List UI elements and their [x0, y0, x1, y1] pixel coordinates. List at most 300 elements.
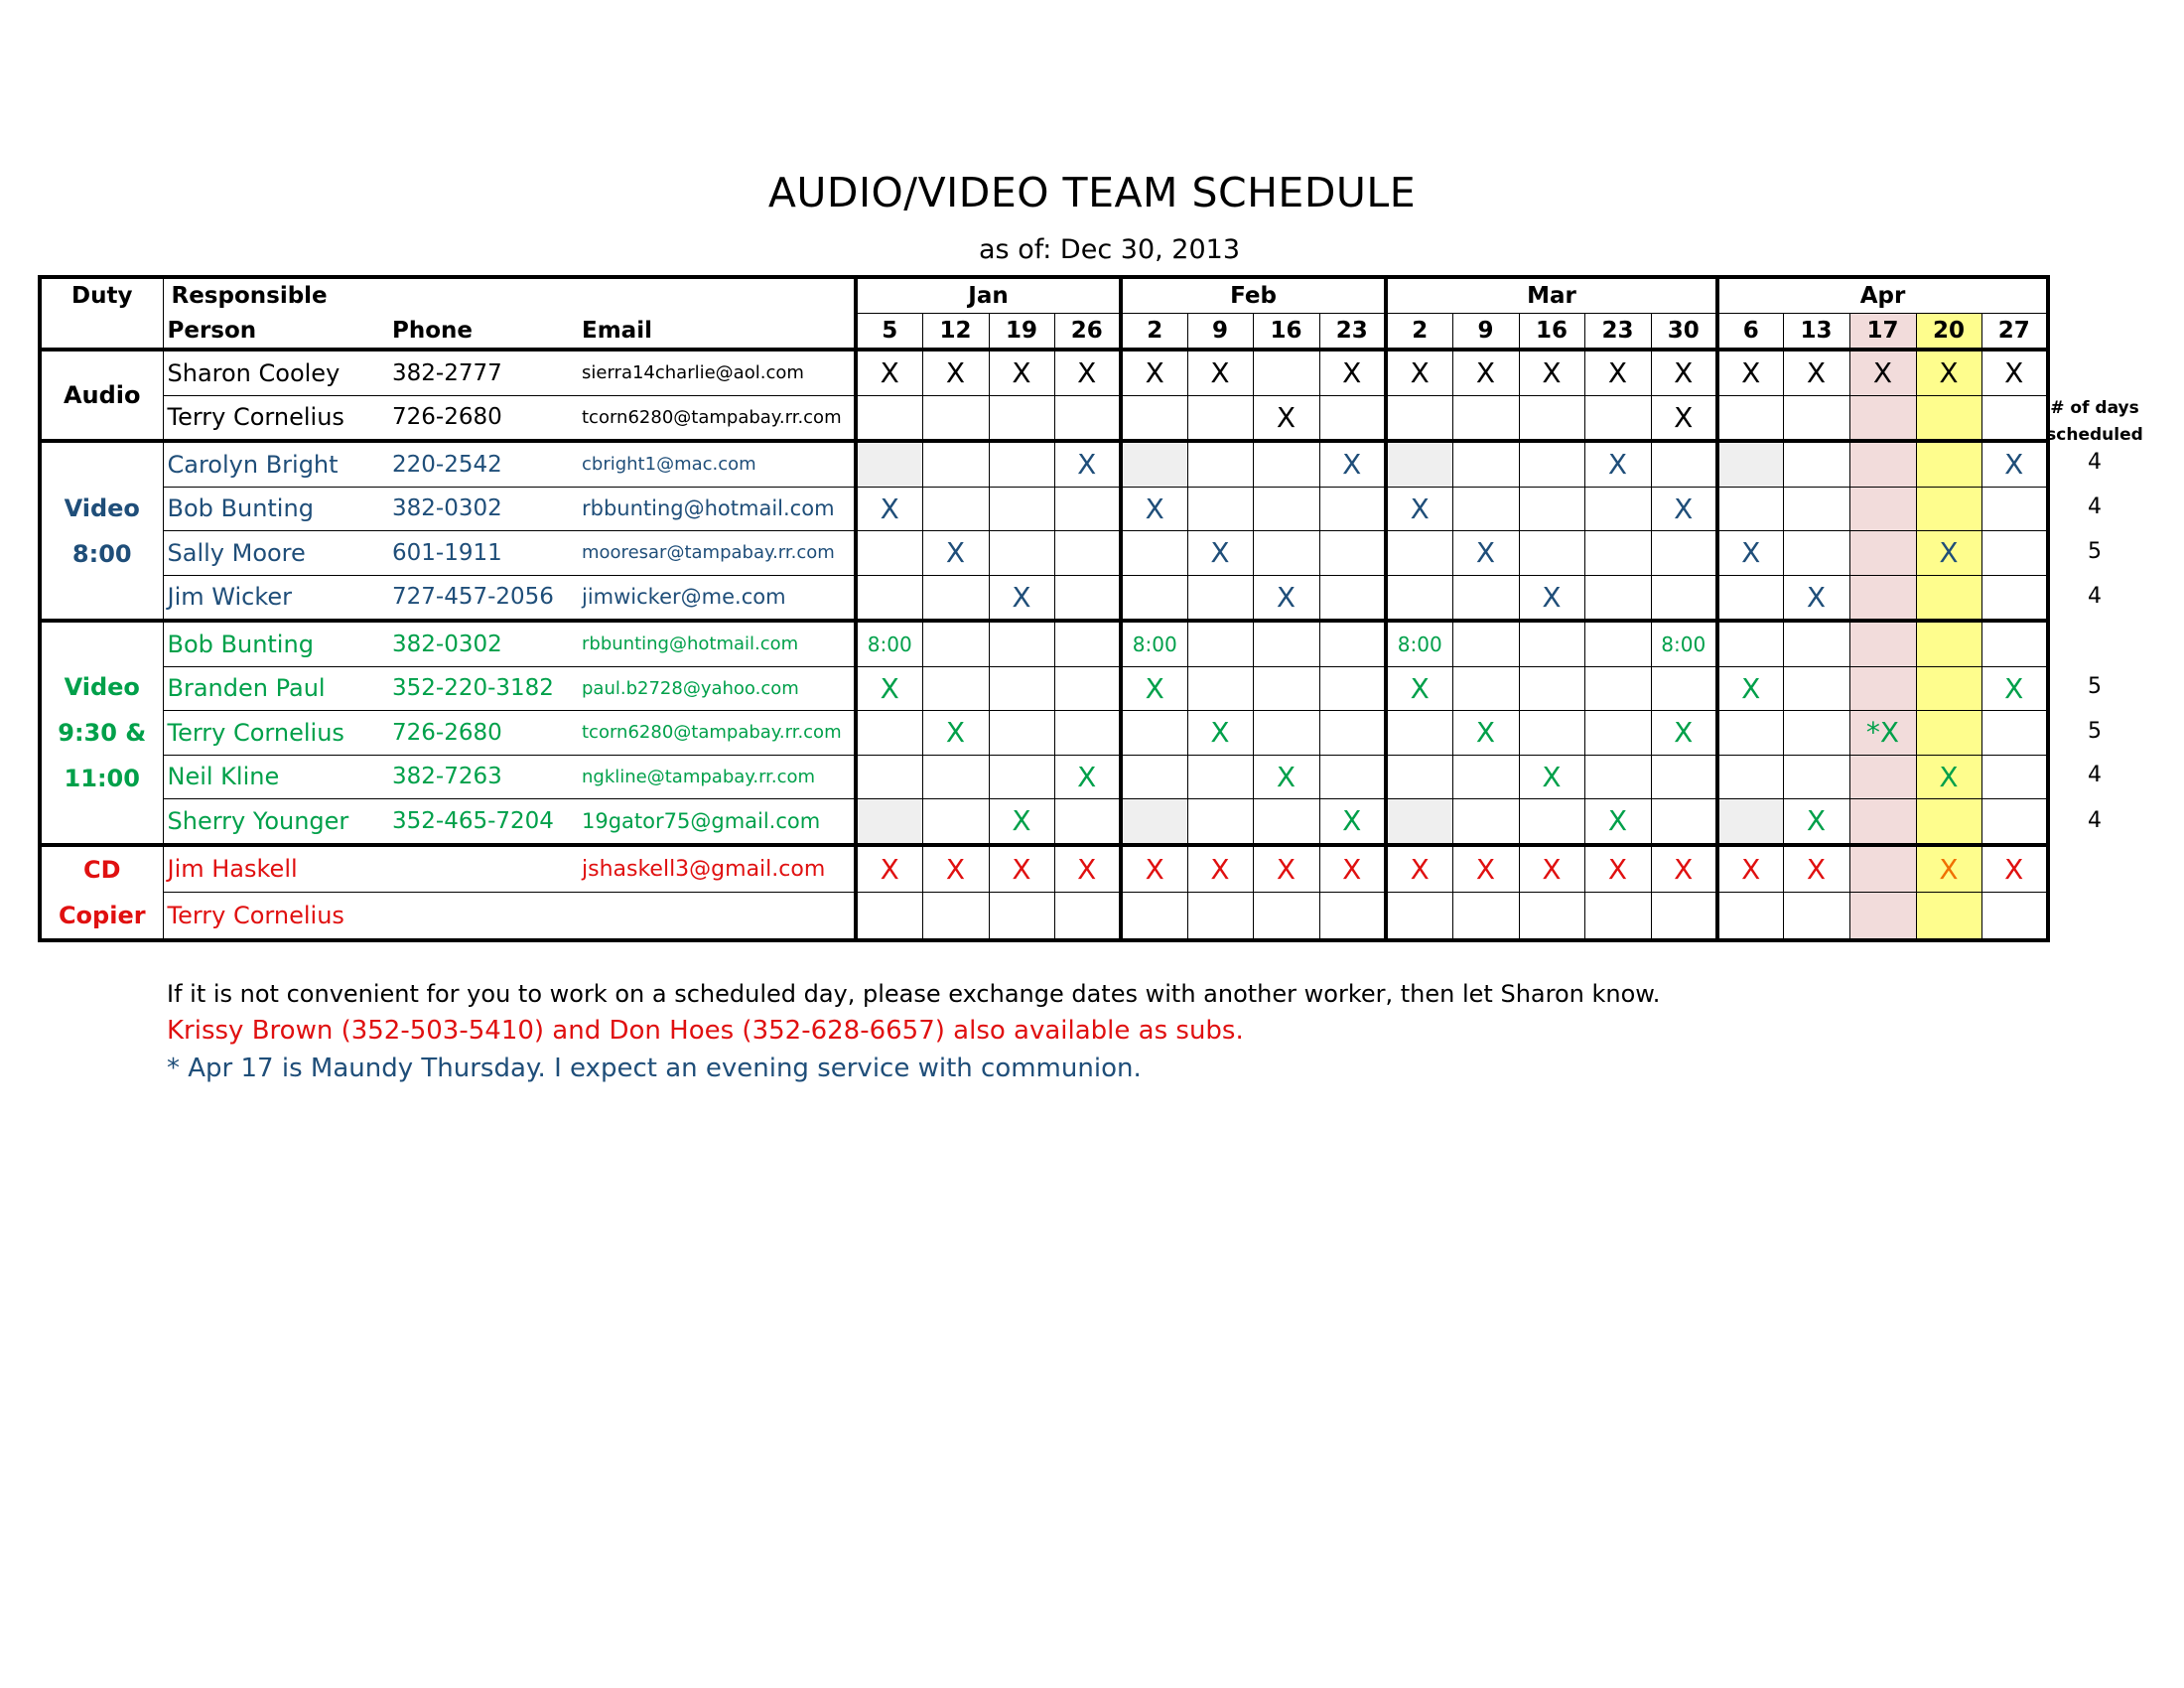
schedule-mark	[1849, 395, 1916, 441]
schedule-mark	[1981, 893, 2048, 940]
person-cell: Sharon Cooley	[163, 350, 388, 395]
schedule-mark	[1054, 531, 1121, 576]
schedule-mark	[1981, 395, 2048, 441]
days-count: 4	[2088, 807, 2102, 833]
schedule-mark	[1519, 893, 1584, 940]
schedule-mark: X	[1783, 575, 1849, 621]
schedule-mark	[1916, 799, 1981, 845]
person-cell: Neil Kline	[163, 755, 388, 799]
phone-cell: 726-2680	[388, 711, 578, 756]
schedule-mark: X	[1916, 531, 1981, 576]
schedule-mark	[1319, 621, 1386, 666]
schedule-mark: X	[989, 845, 1054, 893]
schedule-mark: X	[1452, 350, 1519, 395]
schedule-mark: X	[922, 531, 989, 576]
date-header: 2	[1121, 314, 1187, 351]
schedule-mark	[1187, 666, 1253, 711]
schedule-mark	[1717, 711, 1783, 756]
schedule-mark	[1916, 893, 1981, 940]
schedule-mark	[1849, 799, 1916, 845]
days-count: 4	[2088, 763, 2102, 788]
schedule-mark	[1783, 666, 1849, 711]
date-header: 20	[1916, 314, 1981, 351]
schedule-mark	[989, 711, 1054, 756]
date-header: 12	[922, 314, 989, 351]
schedule-mark: X	[1584, 441, 1651, 487]
schedule-mark: X	[1783, 845, 1849, 893]
schedule-mark: X	[989, 575, 1054, 621]
schedule-mark	[1187, 487, 1253, 531]
schedule-mark	[1849, 531, 1916, 576]
schedule-mark: X	[922, 845, 989, 893]
schedule-mark	[1386, 575, 1452, 621]
email-cell[interactable]: sierra14charlie@aol.com	[578, 350, 856, 395]
schedule-mark: X	[856, 487, 922, 531]
date-header: 30	[1651, 314, 1717, 351]
schedule-mark	[1916, 666, 1981, 711]
schedule-mark: X	[1519, 755, 1584, 799]
schedule-mark: X	[1651, 845, 1717, 893]
schedule-mark: X	[1319, 799, 1386, 845]
schedule-mark	[1187, 395, 1253, 441]
schedule-mark	[856, 531, 922, 576]
schedule-mark: X	[1386, 845, 1452, 893]
schedule-mark	[1981, 799, 2048, 845]
schedule-mark: X	[1519, 845, 1584, 893]
schedule-mark	[1717, 575, 1783, 621]
schedule-mark: X	[1717, 666, 1783, 711]
schedule-mark	[1916, 575, 1981, 621]
phone-cell: 382-7263	[388, 755, 578, 799]
schedule-mark	[1054, 799, 1121, 845]
schedule-mark	[1783, 893, 1849, 940]
date-header: 6	[1717, 314, 1783, 351]
schedule-mark	[989, 487, 1054, 531]
schedule-mark	[1121, 531, 1187, 576]
schedule-mark	[1054, 893, 1121, 940]
schedule-mark	[1651, 441, 1717, 487]
schedule-mark: X	[1981, 666, 2048, 711]
schedule-mark	[1717, 755, 1783, 799]
schedule-mark: X	[1054, 755, 1121, 799]
schedule-mark	[856, 799, 922, 845]
schedule-mark: X	[1452, 845, 1519, 893]
schedule-mark	[1054, 487, 1121, 531]
schedule-mark	[1319, 666, 1386, 711]
schedule-mark	[1452, 893, 1519, 940]
days-count: 4	[2088, 450, 2102, 475]
schedule-mark	[1319, 487, 1386, 531]
schedule-mark: X	[1187, 711, 1253, 756]
schedule-mark: X	[1916, 350, 1981, 395]
schedule-mark	[1452, 395, 1519, 441]
schedule-row	[40, 350, 2048, 395]
email-cell[interactable]: cbright1@mac.com	[578, 441, 856, 487]
duty-label: Copier	[58, 901, 146, 929]
schedule-mark	[1121, 893, 1187, 940]
schedule-mark	[1651, 666, 1717, 711]
schedule-mark: X	[1319, 350, 1386, 395]
schedule-mark	[1783, 441, 1849, 487]
schedule-mark	[1651, 893, 1717, 940]
schedule-mark	[1916, 711, 1981, 756]
schedule-mark	[1584, 487, 1651, 531]
schedule-mark: X	[1452, 531, 1519, 576]
month-feb: Feb	[1121, 277, 1386, 314]
schedule-mark: X	[1187, 845, 1253, 893]
schedule-mark	[1849, 845, 1916, 893]
duty-label: 11:00	[64, 764, 140, 792]
schedule-mark	[856, 711, 922, 756]
schedule-mark	[1717, 487, 1783, 531]
phone-cell: 727-457-2056	[388, 575, 578, 621]
schedule-mark	[922, 395, 989, 441]
schedule-mark	[1849, 893, 1916, 940]
date-header: 16	[1519, 314, 1584, 351]
email-cell[interactable]: rbbunting@hotmail.com	[578, 487, 856, 531]
email-cell[interactable]: tcorn6280@tampabay.rr.com	[578, 711, 856, 756]
date-header: 17	[1849, 314, 1916, 351]
person-cell: Terry Cornelius	[163, 711, 388, 756]
schedule-mark: X	[989, 350, 1054, 395]
schedule-mark: X	[1386, 487, 1452, 531]
schedule-mark: X	[1783, 799, 1849, 845]
email-cell[interactable]: jshaskell3@gmail.com	[578, 845, 856, 893]
schedule-mark: 8:00	[856, 621, 922, 666]
email-cell[interactable]: tcorn6280@tampabay.rr.com	[578, 395, 856, 441]
phone-cell: 382-0302	[388, 621, 578, 666]
subs-note: Krissy Brown (352-503-5410) and Don Hoes (352-628-6657) also available as subs.	[167, 1016, 1244, 1046]
schedule-mark	[1452, 799, 1519, 845]
schedule-mark	[989, 621, 1054, 666]
person-cell: Sherry Younger	[163, 799, 388, 845]
date-header: 5	[856, 314, 922, 351]
schedule-mark	[1519, 666, 1584, 711]
schedule-mark: X	[1054, 845, 1121, 893]
schedule-mark: X	[1253, 755, 1319, 799]
phone-cell: 220-2542	[388, 441, 578, 487]
schedule-mark	[1519, 711, 1584, 756]
schedule-mark	[1121, 711, 1187, 756]
phone-cell	[388, 845, 578, 893]
phone-cell: 352-465-7204	[388, 799, 578, 845]
schedule-mark	[1783, 487, 1849, 531]
duty-group	[40, 845, 163, 940]
schedule-mark	[1054, 395, 1121, 441]
schedule-mark	[1981, 531, 2048, 576]
schedule-mark: X	[1187, 531, 1253, 576]
date-header: 2	[1386, 314, 1452, 351]
schedule-mark	[1386, 531, 1452, 576]
schedule-mark	[1386, 711, 1452, 756]
schedule-row	[40, 531, 2048, 576]
schedule-mark	[1981, 711, 2048, 756]
schedule-mark	[1849, 575, 1916, 621]
schedule-mark	[1717, 441, 1783, 487]
schedule-mark	[1783, 711, 1849, 756]
schedule-mark	[1783, 621, 1849, 666]
person-cell: Terry Cornelius	[163, 893, 388, 940]
date-header: 23	[1319, 314, 1386, 351]
schedule-mark	[1253, 487, 1319, 531]
schedule-mark: X	[1519, 575, 1584, 621]
schedule-mark	[1319, 755, 1386, 799]
schedule-mark	[1253, 441, 1319, 487]
schedule-mark	[1187, 755, 1253, 799]
schedule-mark	[856, 755, 922, 799]
schedule-row	[40, 487, 2048, 531]
schedule-mark	[1651, 531, 1717, 576]
date-header: 9	[1187, 314, 1253, 351]
schedule-mark	[1916, 487, 1981, 531]
date-header: 16	[1253, 314, 1319, 351]
schedule-mark: X	[1981, 441, 2048, 487]
person-header: Person	[163, 314, 388, 351]
schedule-mark	[989, 755, 1054, 799]
schedule-mark: X	[1783, 350, 1849, 395]
maundy-thursday-note: * Apr 17 is Maundy Thursday. I expect an evening service with communion.	[167, 1054, 1142, 1083]
schedule-row	[40, 621, 2048, 666]
date-header: 19	[989, 314, 1054, 351]
schedule-mark	[1717, 893, 1783, 940]
schedule-mark	[1452, 575, 1519, 621]
schedule-mark	[1253, 893, 1319, 940]
schedule-mark	[1319, 531, 1386, 576]
schedule-mark	[1054, 666, 1121, 711]
schedule-mark	[1386, 755, 1452, 799]
schedule-mark: X	[989, 799, 1054, 845]
schedule-mark	[1651, 799, 1717, 845]
schedule-mark	[1584, 755, 1651, 799]
schedule-row	[40, 395, 2048, 441]
schedule-mark	[1916, 395, 1981, 441]
schedule-mark	[1253, 799, 1319, 845]
phone-cell	[388, 893, 578, 940]
schedule-mark: X	[1584, 799, 1651, 845]
schedule-row	[40, 893, 2048, 940]
phone-cell: 601-1911	[388, 531, 578, 576]
date-header: 23	[1584, 314, 1651, 351]
schedule-mark	[1519, 395, 1584, 441]
schedule-mark: X	[1253, 845, 1319, 893]
schedule-mark	[1054, 621, 1121, 666]
days-count: 5	[2088, 718, 2102, 744]
duty-label: 9:30 &	[58, 718, 147, 747]
schedule-mark: X	[1651, 711, 1717, 756]
schedule-mark: X	[1981, 845, 2048, 893]
schedule-mark	[989, 395, 1054, 441]
duty-header: Duty	[40, 277, 163, 314]
schedule-row	[40, 799, 2048, 845]
schedule-mark	[1253, 531, 1319, 576]
schedule-mark	[1584, 575, 1651, 621]
days-count: 5	[2088, 674, 2102, 700]
schedule-mark	[1452, 666, 1519, 711]
schedule-mark	[922, 621, 989, 666]
person-cell: Bob Bunting	[163, 621, 388, 666]
schedule-table	[38, 275, 2050, 942]
schedule-mark	[1584, 666, 1651, 711]
schedule-mark: X	[1121, 845, 1187, 893]
email-cell[interactable]: mooresar@tampabay.rr.com	[578, 531, 856, 576]
schedule-mark: X	[1054, 350, 1121, 395]
schedule-mark	[922, 487, 989, 531]
schedule-mark: X	[1717, 531, 1783, 576]
schedule-mark	[922, 893, 989, 940]
schedule-mark	[1121, 575, 1187, 621]
schedule-mark: X	[856, 350, 922, 395]
duty-label: CD	[82, 855, 121, 884]
schedule-mark	[1916, 441, 1981, 487]
schedule-mark: X	[1386, 666, 1452, 711]
schedule-mark: X	[1717, 350, 1783, 395]
date-header: 26	[1054, 314, 1121, 351]
schedule-mark	[1849, 441, 1916, 487]
schedule-mark	[1981, 487, 2048, 531]
days-count: 5	[2088, 538, 2102, 564]
schedule-mark	[922, 441, 989, 487]
schedule-mark	[1253, 666, 1319, 711]
date-header: 13	[1783, 314, 1849, 351]
schedule-row	[40, 845, 2048, 893]
schedule-mark: X	[1651, 350, 1717, 395]
schedule-mark	[1519, 799, 1584, 845]
schedule-mark	[989, 893, 1054, 940]
schedule-mark	[856, 395, 922, 441]
email-cell[interactable]: jimwicker@me.com	[578, 575, 856, 621]
schedule-mark	[1783, 755, 1849, 799]
schedule-mark	[856, 575, 922, 621]
schedule-mark: X	[1981, 350, 2048, 395]
schedule-mark	[1981, 575, 2048, 621]
schedule-mark: X	[922, 350, 989, 395]
days-count: 4	[2088, 584, 2102, 609]
person-cell: Jim Wicker	[163, 575, 388, 621]
schedule-mark: X	[1319, 441, 1386, 487]
schedule-mark: X	[1386, 350, 1452, 395]
email-cell[interactable]	[578, 893, 856, 940]
duty-label: Audio	[63, 381, 141, 409]
schedule-mark	[1054, 711, 1121, 756]
schedule-mark	[1584, 621, 1651, 666]
schedule-mark: X	[1452, 711, 1519, 756]
schedule-mark: X	[1916, 755, 1981, 799]
schedule-mark: X	[1651, 395, 1717, 441]
phone-cell: 352-220-3182	[388, 666, 578, 711]
schedule-mark	[1121, 755, 1187, 799]
schedule-mark	[989, 666, 1054, 711]
email-header: Email	[578, 314, 856, 351]
duty-label: Video	[64, 493, 140, 522]
duty-group	[40, 441, 163, 621]
month-apr: Apr	[1717, 277, 2048, 314]
person-cell: Terry Cornelius	[163, 395, 388, 441]
schedule-mark: X	[1121, 487, 1187, 531]
person-cell: Bob Bunting	[163, 487, 388, 531]
month-mar: Mar	[1386, 277, 1717, 314]
email-cell[interactable]: rbbunting@hotmail.com	[578, 621, 856, 666]
schedule-mark	[1519, 441, 1584, 487]
person-cell: Carolyn Bright	[163, 441, 388, 487]
schedule-mark: 8:00	[1121, 621, 1187, 666]
schedule-mark	[922, 755, 989, 799]
schedule-mark	[1054, 575, 1121, 621]
schedule-mark	[1386, 893, 1452, 940]
schedule-mark	[1452, 441, 1519, 487]
schedule-mark	[1651, 575, 1717, 621]
schedule-mark	[1783, 531, 1849, 576]
duty-group	[40, 350, 163, 441]
schedule-mark	[1783, 395, 1849, 441]
schedule-mark	[1981, 621, 2048, 666]
email-cell[interactable]: 19gator75@gmail.com	[578, 799, 856, 845]
phone-cell: 382-2777	[388, 350, 578, 395]
schedule-mark	[989, 441, 1054, 487]
schedule-mark: X	[1253, 575, 1319, 621]
schedule-mark	[922, 666, 989, 711]
schedule-mark: X	[1584, 350, 1651, 395]
schedule-mark	[1717, 799, 1783, 845]
schedule-mark	[1717, 621, 1783, 666]
page-title: AUDIO/VIDEO TEAM SCHEDULE	[767, 169, 1417, 216]
schedule-mark	[1253, 711, 1319, 756]
schedule-mark: X	[922, 711, 989, 756]
schedule-mark	[1452, 487, 1519, 531]
schedule-mark	[1849, 755, 1916, 799]
person-cell: Branden Paul	[163, 666, 388, 711]
schedule-mark: X	[1584, 845, 1651, 893]
duty-label: Video	[64, 672, 140, 701]
schedule-mark	[989, 531, 1054, 576]
person-cell: Sally Moore	[163, 531, 388, 576]
schedule-mark	[1584, 893, 1651, 940]
date-header: 9	[1452, 314, 1519, 351]
schedule-mark: X	[1519, 350, 1584, 395]
schedule-mark: X	[1121, 350, 1187, 395]
schedule-mark	[1253, 350, 1319, 395]
schedule-mark	[1187, 575, 1253, 621]
schedule-mark	[1386, 441, 1452, 487]
schedule-mark: X	[856, 845, 922, 893]
schedule-mark	[1849, 487, 1916, 531]
phone-header: Phone	[388, 314, 578, 351]
schedule-row	[40, 711, 2048, 756]
schedule-mark	[1916, 621, 1981, 666]
email-cell[interactable]: ngkline@tampabay.rr.com	[578, 755, 856, 799]
schedule-mark: X	[1253, 395, 1319, 441]
schedule-mark	[1386, 799, 1452, 845]
phone-cell: 382-0302	[388, 487, 578, 531]
schedule-mark	[1187, 893, 1253, 940]
schedule-mark	[1519, 487, 1584, 531]
schedule-mark	[1981, 755, 2048, 799]
schedule-mark	[922, 575, 989, 621]
schedule-mark: X	[1187, 350, 1253, 395]
phone-cell: 726-2680	[388, 395, 578, 441]
duty-group	[40, 621, 163, 845]
schedule-mark: X	[1054, 441, 1121, 487]
schedule-mark	[1584, 531, 1651, 576]
schedule-mark: X	[1319, 845, 1386, 893]
schedule-mark	[1319, 575, 1386, 621]
email-cell[interactable]: paul.b2728@yahoo.com	[578, 666, 856, 711]
schedule-mark: X	[1916, 845, 1981, 893]
schedule-mark	[856, 441, 922, 487]
schedule-row	[40, 755, 2048, 799]
schedule-mark	[1121, 395, 1187, 441]
schedule-mark: X	[856, 666, 922, 711]
schedule-mark	[1187, 799, 1253, 845]
